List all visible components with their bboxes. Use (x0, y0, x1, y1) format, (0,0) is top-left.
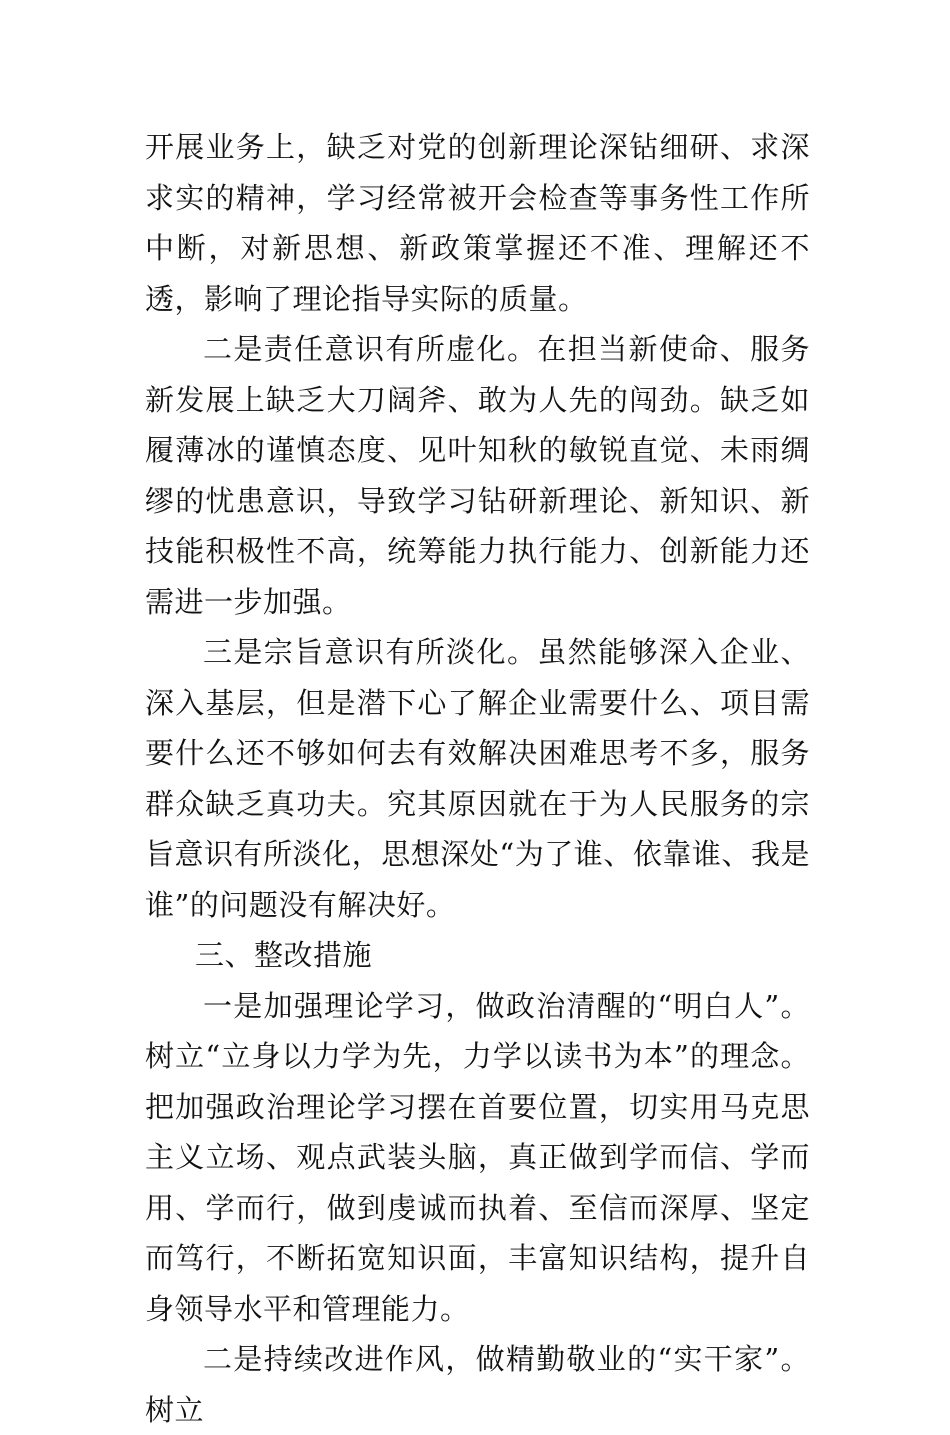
paragraph-responsibility: 二是责任意识有所虚化。在担当新使命、服务新发展上缺乏大刀阔斧、敢为人先的闯劲。缺乏如履薄冰的谨慎态度、见叶知秋的敏锐直觉、未雨绸缪的忧患意识，导致学习钻研新理论、新知识、新技能积极性不高，统筹能力执行能力、创新能力还需进一步加强。 (145, 332, 810, 619)
paragraph-purpose: 三是宗旨意识有所淡化。虽然能够深入企业、深入基层，但是潜下心了解企业需要什么、项目需要什么还不够如何去有效解决困难思考不多，服务群众缺乏真功夫。究其原因就在于为人民服务的宗旨意识有所淡化，思想深处“为了谁、依靠谁、我是谁”的问题没有解决好。 (145, 635, 810, 922)
paragraph-work-style: 二是持续改进作风，做精勤敬业的“实干家”。树立 (145, 1342, 810, 1427)
paragraph-theory-study: 一是加强理论学习，做政治清醒的“明白人”。树立“立身以力学为先，力学以读书为本”的理念。把加强政治理论学习摆在首要位置，切实用马克思主义立场、观点武装头脑，真正做到学而信、学而用、学而行，做到虔诚而执着、至信而深厚、坚定而笃行，不断拓宽知识面，丰富知识结构，提升自身领导水平和管理能力。 (145, 988, 810, 1326)
section-heading: 三、整改措施 (195, 938, 373, 972)
paragraph-continuation: 开展业务上，缺乏对党的创新理论深钻细研、求深求实的精神，学习经常被开会检查等事务性工作所中断，对新思想、新政策掌握还不准、理解还不透，影响了理论指导实际的质量。 (145, 130, 810, 316)
document-body (145, 122, 810, 1435)
